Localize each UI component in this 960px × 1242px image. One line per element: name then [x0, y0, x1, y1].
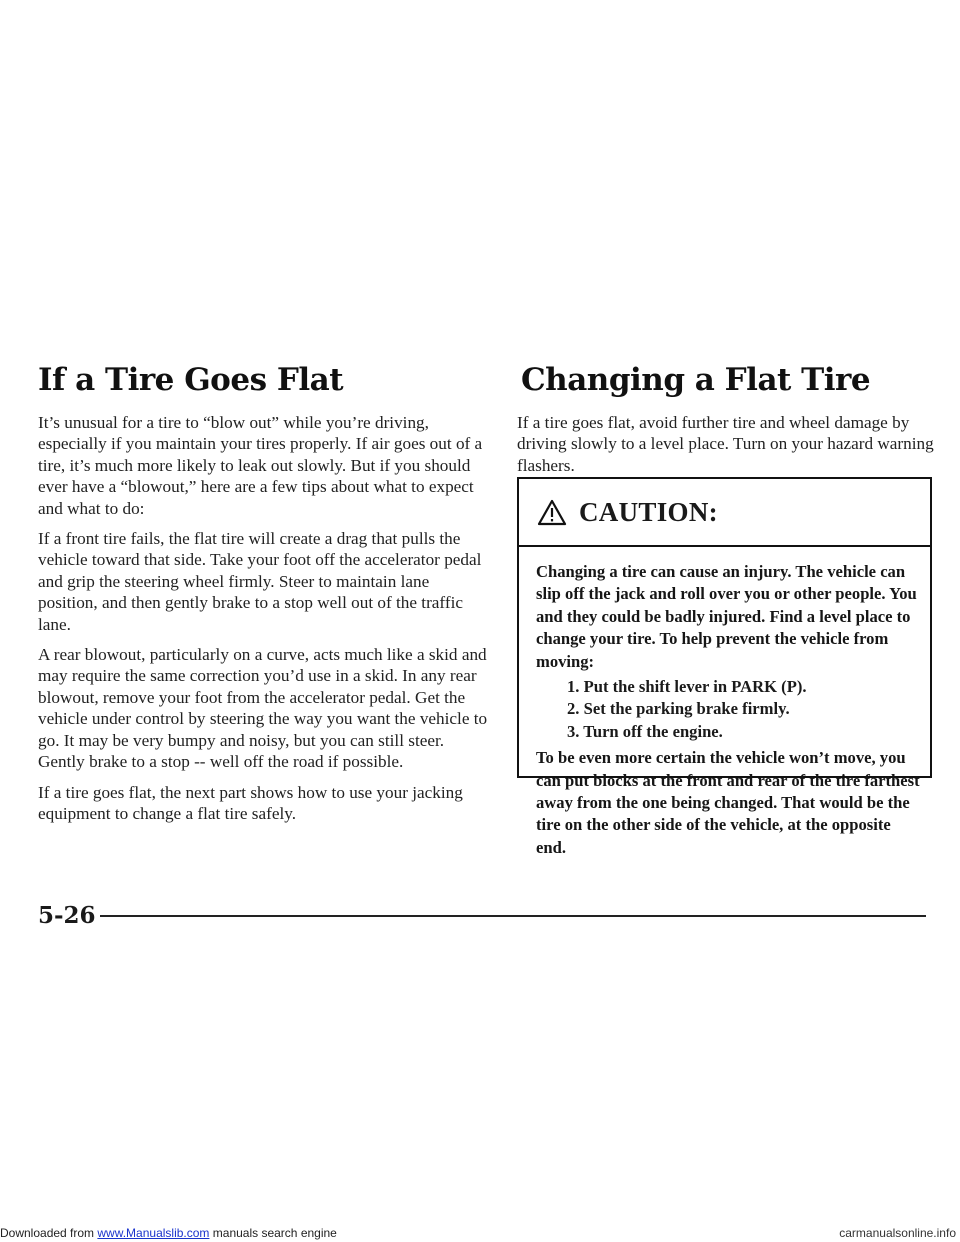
- caution-steps: [536, 676, 920, 743]
- section-heading-changing-tire: Changing a Flat Tire: [521, 362, 871, 398]
- caution-step: 1. Put the shift lever in PARK (P).: [567, 677, 807, 697]
- caution-outro: To be even more certain the vehicle won’t move, you can put blocks at the front and rear of the tire farthest away from the one being changed. That would be the tire on the other side of the vehicle, at the opposite end.: [536, 748, 920, 857]
- caution-body: [519, 547, 930, 859]
- section-heading-flat-tire: If a Tire Goes Flat: [38, 362, 344, 398]
- warning-triangle-icon: [537, 499, 567, 526]
- left-column: [38, 362, 488, 833]
- paragraph-2: If a front tire fails, the flat tire will create a drag that pulls the vehicle toward that side. Take your foot off the accelerator pedal and grip the steering wheel firmly. Steer to maintain lane position, and then gently brake to a stop well out of the traffic lane.: [38, 529, 482, 634]
- caution-intro: Changing a tire can cause an injury. The vehicle can slip off the jack and roll over you or other people. You and they could be badly injured. Find a level place to change your tire. To help prevent the vehicle from moving:: [536, 562, 917, 671]
- caution-box: [517, 477, 932, 857]
- manualslib-link[interactable]: www.Manualslib.com: [97, 1226, 210, 1240]
- download-prefix: Downloaded from: [0, 1226, 98, 1240]
- download-suffix: manuals search engine: [209, 1226, 337, 1240]
- caution-header: [519, 479, 930, 547]
- download-bar: [0, 1226, 337, 1240]
- footer-rule: [100, 915, 926, 917]
- caution-title: CAUTION:: [579, 496, 718, 527]
- caution-step: 3. Turn off the engine.: [567, 721, 723, 741]
- paragraph-4: If a tire goes flat, the next part shows how to use your jacking equipment to change a flat tire safely.: [38, 782, 463, 823]
- caution-step: 2. Set the parking brake firmly.: [567, 699, 790, 719]
- right-intro-paragraph: If a tire goes flat, avoid further tire and wheel damage by driving slowly to a level place. Turn on your hazard warning flashers.: [517, 413, 934, 475]
- paragraph-3: A rear blowout, particularly on a curve, acts much like a skid and may require the same correction you’d use in a skid. In any rear blowout, remove your foot from the accelerator pedal. Get the vehicle under control by steering the way you want the vehicle to go. It may be very bumpy and noisy, but you can still steer. Gently brake to a stop -- well off the road if possible.: [38, 645, 488, 772]
- paragraph-1: It’s unusual for a tire to “blow out” while you’re driving, especially if you maintain your tires properly. If air goes out of a tire, it’s much more likely to leak out slowly. But if you should ever have a “blowout,” here are a few tips about what to expect and what to do:: [38, 413, 483, 518]
- page-number: 5-26: [38, 902, 96, 929]
- watermark: carmanualsonline.info: [839, 1226, 956, 1240]
- right-column: [517, 362, 937, 485]
